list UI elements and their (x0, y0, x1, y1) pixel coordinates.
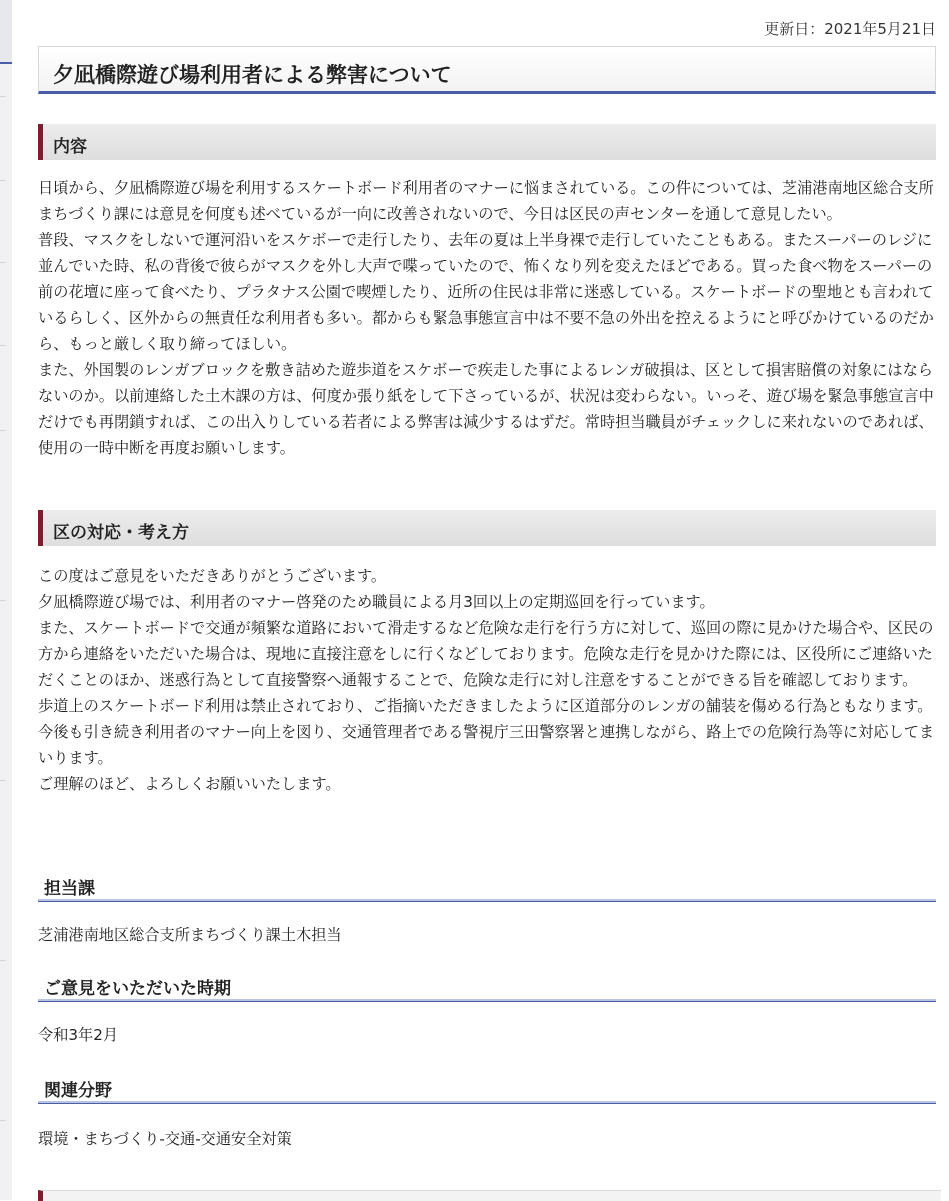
response-paragraph: 歩道上のスケートボード利用は禁止されており、ご指摘いただきましたように区道部分のレンガの舗装を傷める行為ともなります。 (38, 697, 933, 715)
page-title: 夕凪橋際遊び場利用者による弊害について (38, 46, 936, 94)
sidebar-divider (0, 262, 6, 263)
next-section-heading-edge (38, 1190, 941, 1201)
sidebar-divider (0, 1120, 6, 1121)
content-paragraph: また、外国製のレンガブロックを敷き詰めた遊歩道をスケボーで疾走した事によるレンガ破損は、区として損害賠償の対象にはならないのか。以前連絡した土木課の方は、何度か張り紙をして下さっているが、状況は変わらない。いっそ、遊び場を緊急事態宣言中だけでも再閉鎖すれば、この出入りしている若者による弊害は減少するはずだ。常時担当職員がチェックしに来れないのであれば、使用の一時中断を再度お願いします。 (38, 361, 934, 457)
sidebar-divider (0, 430, 6, 431)
content-body (38, 175, 936, 461)
response-paragraph: この度はご意見をいただきありがとうございます。 (38, 567, 387, 585)
left-sidebar-edge (0, 0, 12, 1200)
section-heading-content: 内容 (38, 124, 936, 160)
content-paragraph: 日頃から、夕凪橋際遊び場を利用するスケートボード利用者のマナーに悩まされている。この件については、芝浦港南地区総合支所まちづくり課には意見を何度も述べているが一向に改善されないので、今日は区民の声センターを通して意見したい。 (38, 179, 934, 223)
sidebar-divider (0, 180, 6, 181)
response-body (38, 563, 936, 797)
sidebar-divider (0, 96, 6, 97)
content-paragraph: 普段、マスクをしないで運河沿いをスケボーで走行したり、去年の夏は上半身裸で走行していたこともある。またスーパーのレジに並んでいた時、私の背後で彼らがマスクを外し大声で喋っていたので、怖くなり列を変えたほどである。買った食べ物をスーパーの前の花壇に座って食べたり、プラタナス公園で喫煙したり、近所の住民は非常に迷惑している。スケートボードの聖地とも言われているらしく、区外からの無責任な利用者も多い。都からも緊急事態宣言中は不要不急の外出を控えるようにと呼びかけているのだから、もっと厳しく取り締ってほしい。 (38, 231, 934, 353)
section-heading-response: 区の対応・考え方 (38, 510, 936, 546)
response-paragraph: 夕凪橋際遊び場では、利用者のマナー啓発のため職員による月3回以上の定期巡回を行っています。 (38, 593, 715, 611)
response-paragraph: 今後も引き続き利用者のマナー向上を図り、交通管理者である警視庁三田警察署と連携しながら、路上での危険行為等に対応してまいります。 (38, 723, 935, 767)
heading-received-period: ご意見をいただいた時期 (38, 970, 936, 1002)
response-paragraph: また、スケートボードで交通が頻繁な道路において滑走するなど危険な走行を行う方に対して、巡回の際に見かけた場合や、区民の方から連絡をいただいた場合は、現地に直接注意をしに行くなどしております。危険な走行を見かけた際には、区役所にご連絡いただくことのほか、迷惑行為として直接警察へ通報することで、危険な走行に対し注意をすることができる旨を確認しております。 (38, 619, 934, 689)
received-period-value: 令和3年2月 (38, 1026, 119, 1044)
department-value: 芝浦港南地区総合支所まちづくり課土木担当 (38, 926, 342, 944)
heading-related-field: 関連分野 (38, 1072, 936, 1104)
sidebar-header-strip (0, 0, 12, 64)
sidebar-divider (0, 345, 6, 346)
updated-date: 更新日：2021年5月21日 (764, 20, 936, 38)
sidebar-divider (0, 780, 6, 781)
sidebar-divider (0, 960, 6, 961)
heading-department: 担当課 (38, 870, 936, 902)
sidebar-divider (0, 600, 6, 601)
related-field-value: 環境・まちづくり-交通-交通安全対策 (38, 1130, 292, 1148)
response-paragraph: ご理解のほど、よろしくお願いいたします。 (38, 775, 341, 793)
